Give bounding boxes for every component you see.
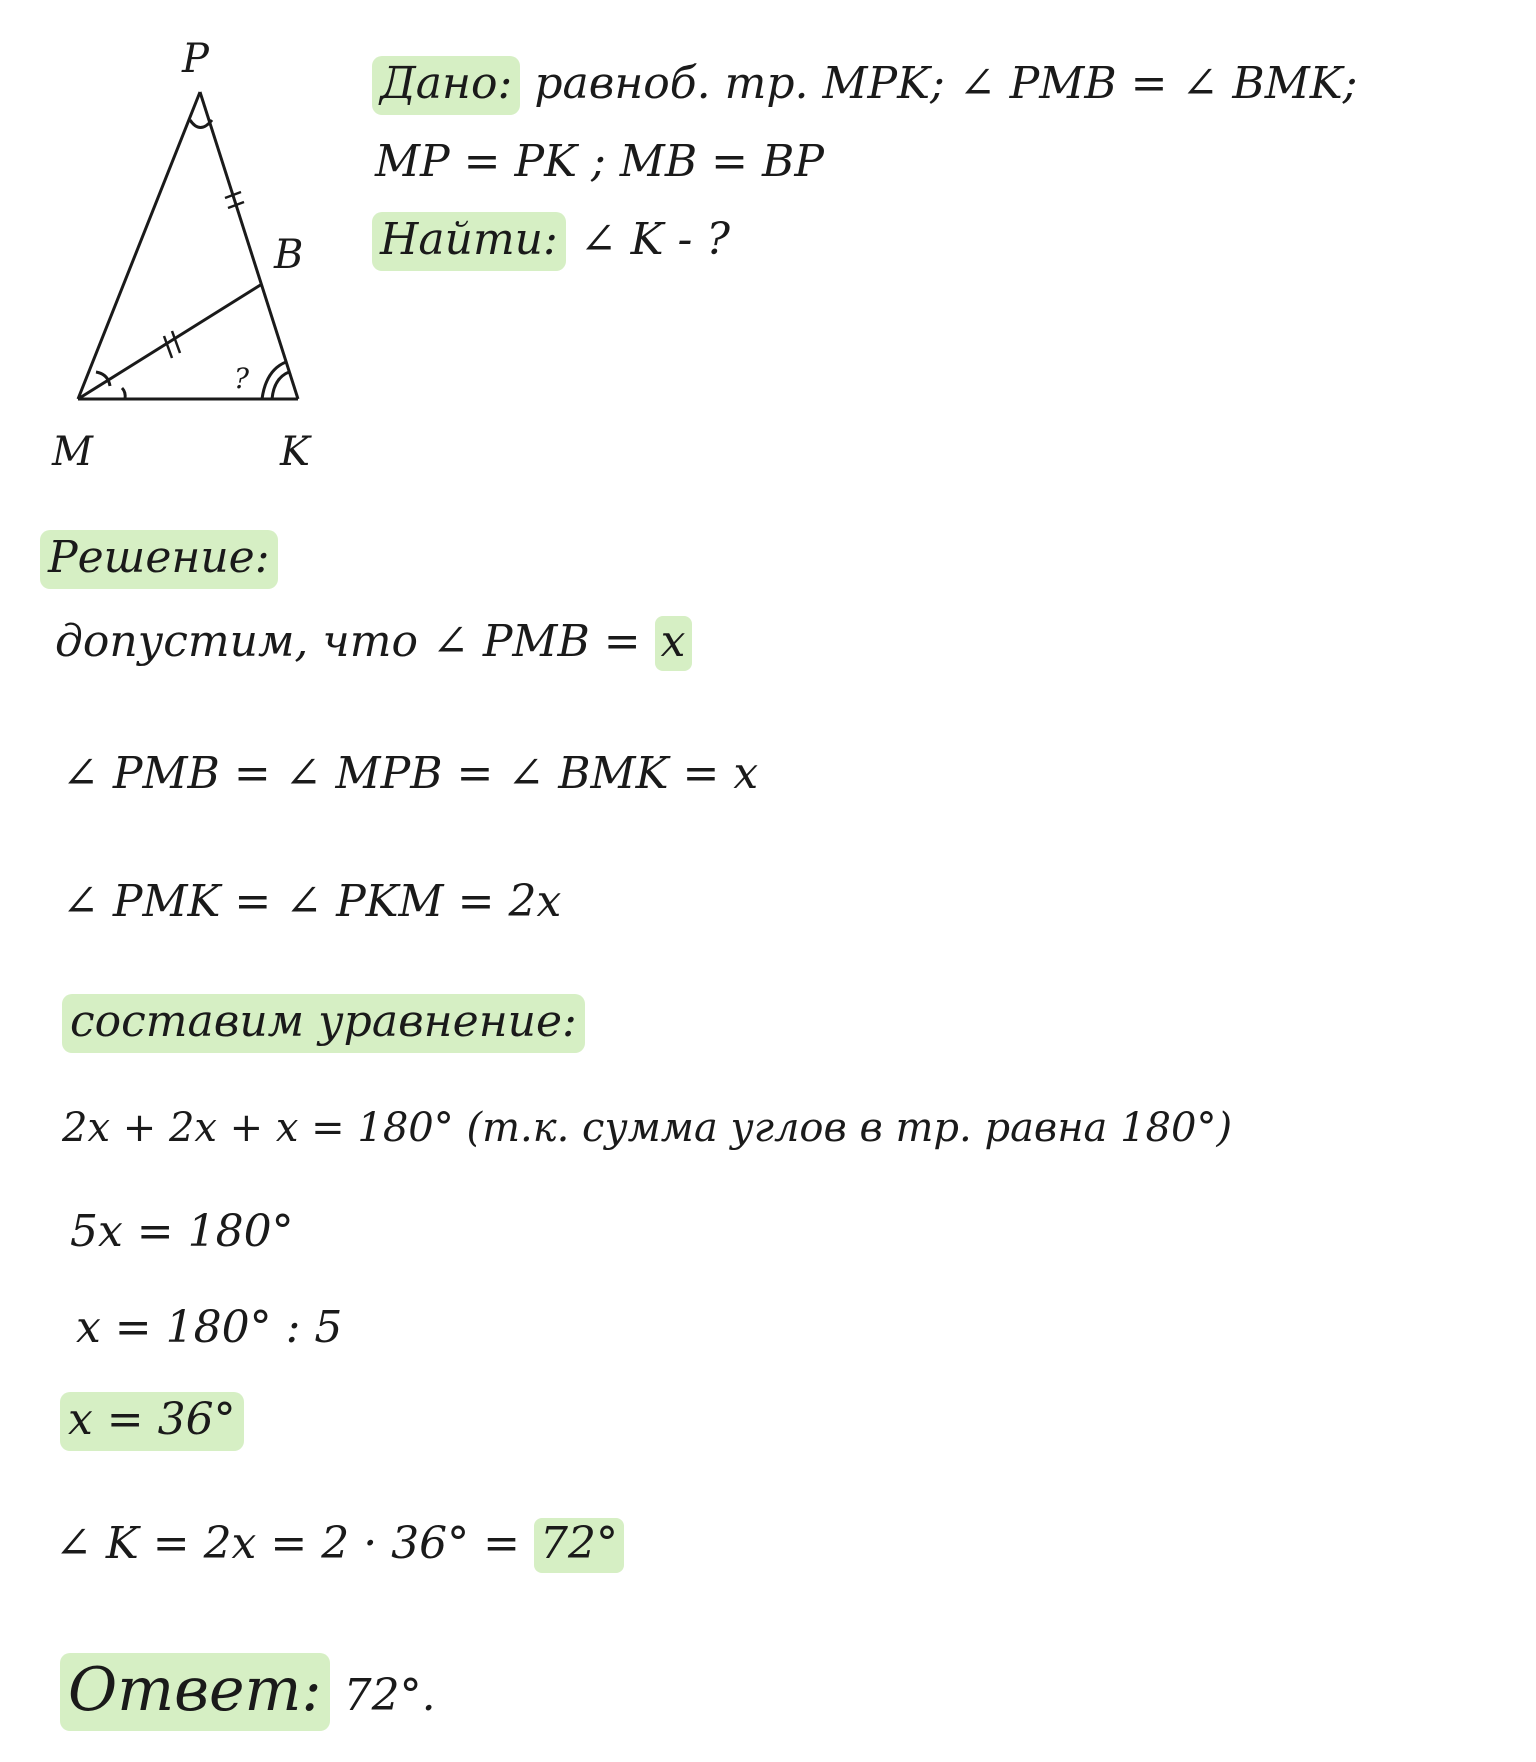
equation-angles-x: ∠ PMB = ∠ MPB = ∠ BMK = x: [62, 748, 759, 799]
assume-text: допустим, что ∠ PMB =: [55, 616, 641, 667]
answer-label: Ответ:: [60, 1653, 330, 1731]
equation-k-row: [55, 1518, 624, 1569]
compose-line: [70, 996, 585, 1047]
solution-heading-row: [48, 532, 278, 583]
triangle-figure: [30, 20, 370, 490]
vertex-label-b: B: [274, 232, 304, 278]
equation-5x: 5x = 180°: [70, 1206, 294, 1257]
vertex-label-k: K: [280, 429, 310, 475]
unknown-angle-mark: ?: [234, 362, 250, 395]
find-label: Найти:: [372, 212, 566, 271]
side-mp: [78, 92, 200, 399]
equation-angles-2x: ∠ PMK = ∠ PKM = 2x: [62, 876, 562, 927]
solution-heading: Решение:: [40, 530, 278, 589]
equation-x-result: x = 36°: [60, 1392, 244, 1451]
vertex-label-m: M: [52, 429, 93, 475]
given-line-1: [380, 58, 1358, 109]
vertex-label-p: P: [182, 36, 209, 82]
equation-sum: 2x + 2x + x = 180° (т.к. сумма углов в тр. равна 180°): [62, 1105, 1233, 1151]
assume-line: [55, 616, 692, 667]
find-line: [380, 214, 730, 265]
equation-divide: x = 180° : 5: [76, 1302, 343, 1353]
angle-arc-k-inner: [272, 372, 289, 399]
assume-variable: x: [655, 616, 692, 671]
given-label: Дано:: [372, 56, 520, 115]
answer-value: 72°.: [343, 1670, 436, 1721]
find-text: ∠ K - ?: [579, 214, 730, 265]
equation-x-result-row: [68, 1394, 244, 1445]
angle-arc-m-lower: [122, 388, 125, 399]
equation-k-result: 72°: [534, 1518, 624, 1573]
compose-label: составим уравнение:: [62, 994, 585, 1053]
given-text: равноб. тр. MPK; ∠ PMB = ∠ BMK;: [534, 58, 1358, 109]
answer-row: [68, 1655, 436, 1725]
given-line-2: MP = PK ; MB = BP: [375, 136, 824, 187]
equation-k: ∠ K = 2x = 2 · 36° =: [55, 1518, 521, 1569]
